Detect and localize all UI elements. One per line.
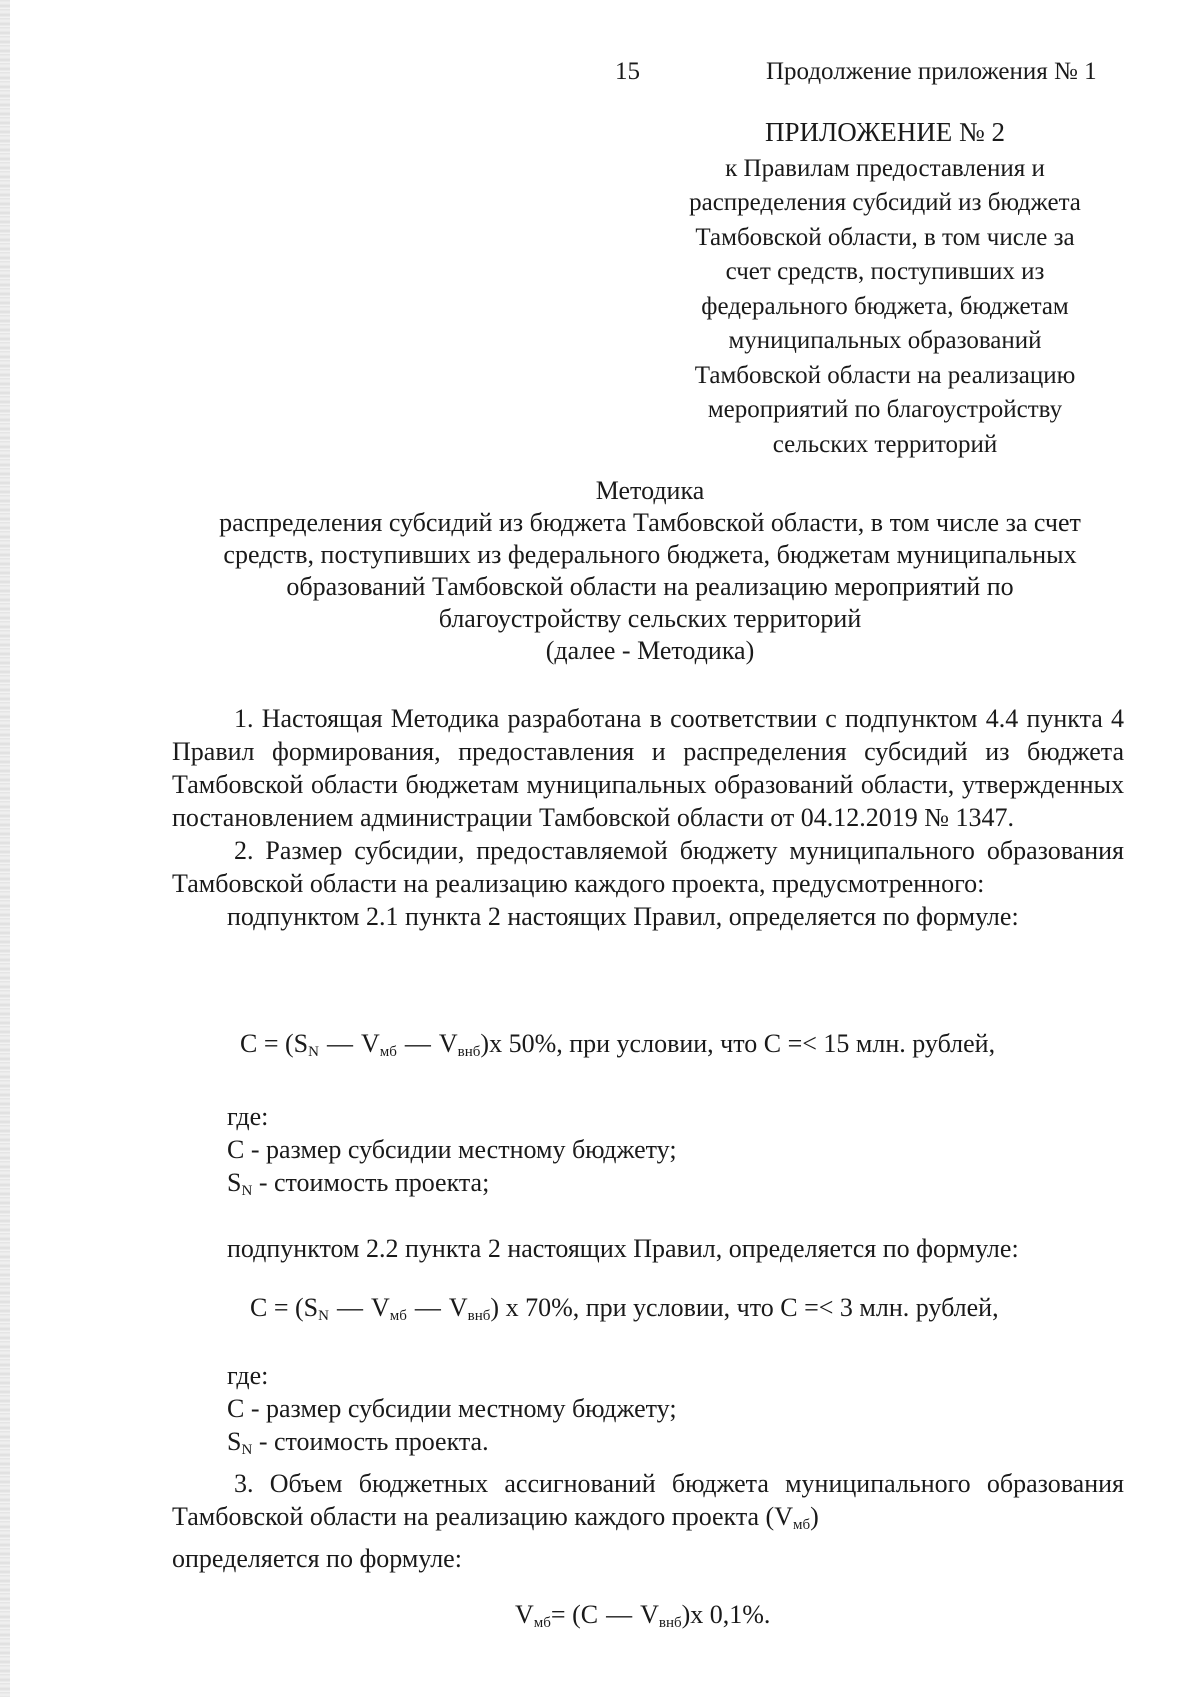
- paragraph-1: 1. Настоящая Методика разработана в соответствии с подпунктом 4.4 пункта 4 Правил формирования, предоставления и распределения субсидий из бюджета Тамбовской области бюджетам муниципальных образований области, утвержденных постановлением администрации Тамбовской области от 04.12.2019 № 1347.: [172, 704, 1124, 832]
- appendix-line: мероприятий по благоустройству: [707, 396, 1063, 423]
- methodology-line: средств, поступивших из федерального бюджета, бюджетам муниципальных: [223, 540, 1077, 569]
- scan-edge-artifact: [0, 0, 10, 1697]
- appendix-title: ПРИЛОЖЕНИЕ № 2: [764, 117, 1006, 147]
- methodology-line: распределения субсидий из бюджета Тамбовской области, в том числе за счет: [219, 508, 1081, 537]
- appendix-line: Тамбовской области на реализацию: [694, 361, 1076, 389]
- body-section-1: [172, 702, 1124, 933]
- methodology-title: Методика: [595, 476, 705, 505]
- where-label-2: где:: [227, 1361, 269, 1390]
- formula-2: $C = (S_N$ — $V_{мб}$ — $V_{внб}$) x 70%, при условии, что C =< 3 млн. рублей,: [250, 1293, 999, 1324]
- where-label-1: где:: [227, 1102, 269, 1131]
- definition-c-2: C - размер субсидии местному бюджету;: [227, 1394, 677, 1423]
- appendix-line: Тамбовской области, в том числе за: [695, 223, 1075, 251]
- paragraph-2: 2. Размер субсидии, предоставляемой бюджету муниципального образования Тамбовской области на реализацию каждого проекта, предусмотренного:: [172, 836, 1124, 898]
- appendix-line: муниципальных образований: [728, 327, 1042, 354]
- methodology-line: благоустройству сельских территорий: [438, 604, 862, 633]
- paragraph-3: 3. Объем бюджетных ассигнований бюджета муниципального образования Тамбовской области на реализацию каждого проекта $(V_{мб})$: [172, 1469, 1124, 1533]
- appendix-heading: [630, 115, 1140, 462]
- body-section-3: [172, 1232, 1072, 1265]
- methodology-heading: [160, 475, 1140, 667]
- continuation-note: Продолжение приложения № 1: [766, 58, 1097, 85]
- body-section-4: [172, 1359, 1124, 1575]
- methodology-line: (далее - Методика): [545, 636, 755, 665]
- appendix-line: федерального бюджета, бюджетам: [701, 292, 1069, 320]
- formula-3: $V_{мб}= (C$ — $V_{внб})x$ 0,1%.: [515, 1600, 771, 1631]
- formula-1: $C = (S_N$ — $V_{мб}$ — $V_{внб})x$ 50%, при условии, что C =< 15 млн. рублей,: [240, 1029, 996, 1060]
- paragraph-3-tail: определяется по формуле:: [172, 1544, 462, 1573]
- appendix-line: распределения субсидий из бюджета: [689, 189, 1081, 216]
- definition-c-1: C - размер субсидии местному бюджету;: [227, 1135, 677, 1164]
- subpoint-2-2-intro: подпунктом 2.2 пункта 2 настоящих Правил, определяется по формуле:: [227, 1234, 1019, 1263]
- definition-s-1: $S_N$ - стоимость проекта;: [227, 1168, 490, 1199]
- subpoint-2-1-intro: подпунктом 2.1 пункта 2 настоящих Правил, определяется по формуле:: [227, 902, 1019, 931]
- definition-s-2: $S_N$ - стоимость проекта.: [227, 1427, 489, 1458]
- page-number: 15: [615, 58, 640, 85]
- appendix-line: сельских территорий: [772, 430, 998, 458]
- appendix-line: счет средств, поступивших из: [725, 258, 1045, 285]
- body-section-2: [172, 1100, 1072, 1208]
- appendix-line: к Правилам предоставления и: [725, 154, 1045, 182]
- page-header: [0, 58, 1200, 92]
- methodology-line: образований Тамбовской области на реализацию мероприятий по: [286, 572, 1014, 601]
